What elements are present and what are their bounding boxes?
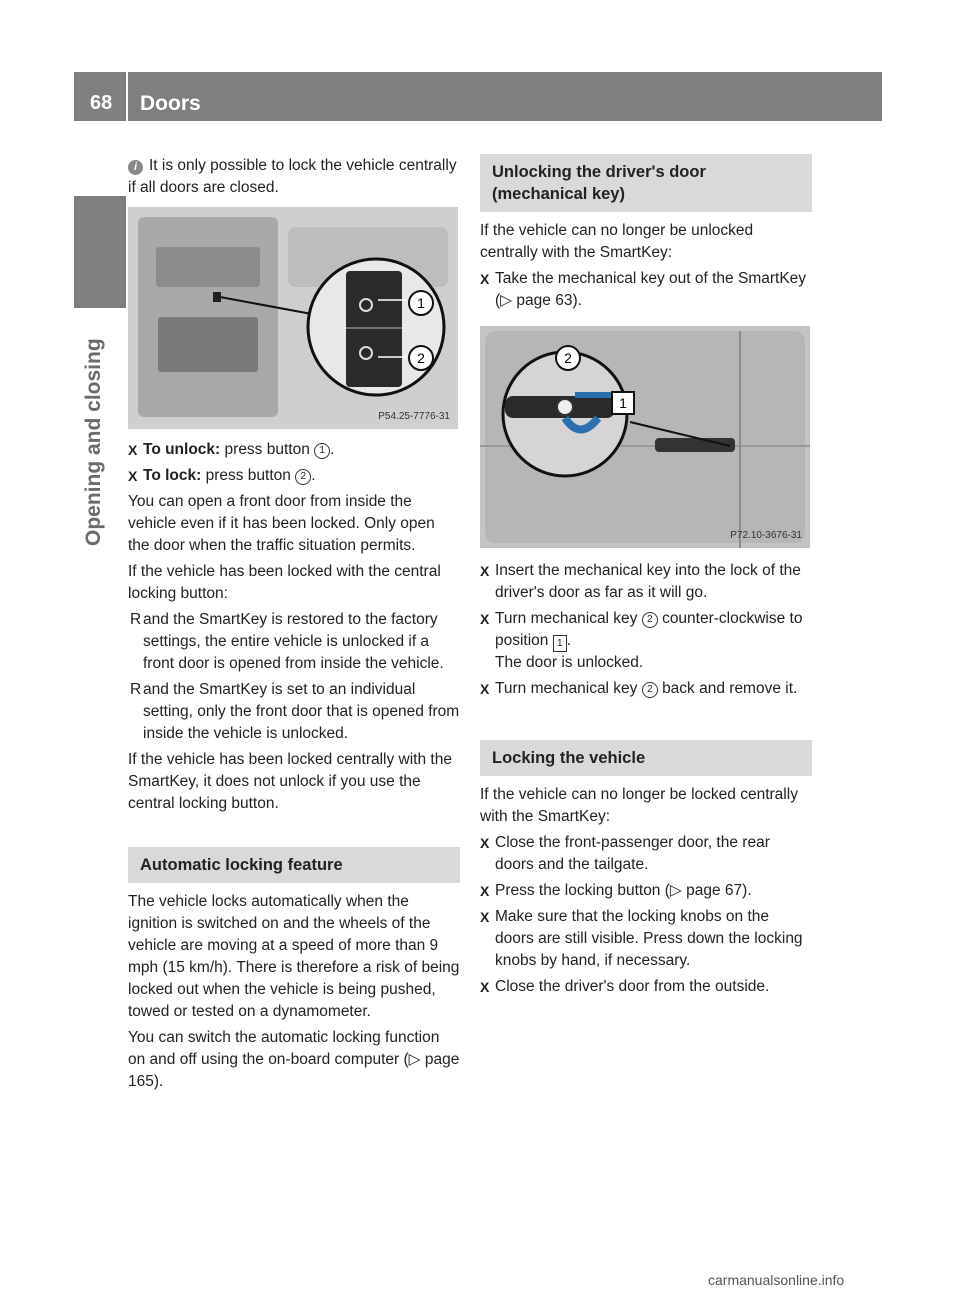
list-item-text: and the SmartKey is restored to the factory settings, the entire vehicle is unlocked if a front door is opened from inside the vehicle. bbox=[143, 611, 444, 672]
circle-2-symbol: 2 bbox=[642, 682, 658, 698]
right-column bbox=[480, 154, 812, 1002]
lock-label: To lock: bbox=[143, 467, 202, 484]
figure-center-console bbox=[128, 207, 458, 429]
figure-door-lock bbox=[480, 326, 810, 548]
lock-step: X To lock: press button 2 . bbox=[128, 465, 460, 487]
bullet-symbol: R bbox=[130, 681, 142, 698]
sidebar-chapter-label: Opening and closing bbox=[82, 338, 105, 546]
sidebar-tab bbox=[74, 196, 126, 308]
text: Turn mechanical key bbox=[495, 610, 638, 627]
paragraph: If the vehicle can no longer be unlocked centrally with the SmartKey: bbox=[480, 222, 754, 261]
paragraph: If the vehicle has been locked with the central locking button: bbox=[128, 563, 441, 602]
step: X Make sure that the locking knobs on the doors are still visible. Press down the locking knobs by hand, if necessary. bbox=[480, 906, 812, 972]
callout-1: 1 bbox=[619, 395, 627, 411]
bullet-symbol: R bbox=[130, 611, 142, 628]
list-item bbox=[128, 679, 460, 745]
unlock-label: To unlock: bbox=[143, 441, 221, 458]
paragraph: If the vehicle can no longer be locked centrally with the SmartKey: bbox=[480, 786, 798, 825]
figure-code: P54.25-7776-31 bbox=[378, 411, 450, 422]
text: ). bbox=[572, 292, 582, 309]
info-note bbox=[128, 155, 460, 199]
section-heading: Automatic locking feature bbox=[128, 847, 460, 883]
text: Press the locking button ( bbox=[495, 882, 670, 899]
step: X Close the front-passenger door, the rear doors and the tailgate. bbox=[480, 832, 812, 876]
text: You can switch the automatic locking function on and off using the on-board computer ( bbox=[128, 1029, 440, 1068]
section-heading: Unlocking the driver's door (mechanical key) bbox=[480, 154, 812, 212]
callout-1: 1 bbox=[417, 295, 425, 311]
section-header bbox=[128, 72, 882, 121]
unlock-text: press button bbox=[224, 441, 310, 458]
info-icon: i bbox=[128, 160, 143, 175]
step: X Insert the mechanical key into the lock of the driver's door as far as it will go. bbox=[480, 560, 812, 604]
page-ref[interactable]: page 165 bbox=[128, 1051, 460, 1090]
text: Turn mechanical key bbox=[495, 680, 638, 697]
step bbox=[480, 268, 812, 312]
callout-2: 2 bbox=[564, 350, 572, 366]
door-lock-illustration bbox=[480, 326, 810, 548]
paragraph bbox=[128, 1027, 460, 1093]
text: Take the mechanical key out of the SmartKey ( bbox=[495, 270, 807, 309]
text: counter-clockwise to position bbox=[495, 610, 803, 649]
step: X Close the driver's door from the outside. bbox=[480, 976, 812, 998]
center-console-illustration bbox=[128, 207, 458, 429]
callout-2: 2 bbox=[417, 350, 425, 366]
info-note-text: It is only possible to lock the vehicle centrally if all doors are closed. bbox=[128, 157, 457, 196]
circle-2-symbol: 2 bbox=[295, 469, 311, 485]
page-ref[interactable]: page 63 bbox=[516, 292, 573, 309]
text: back and remove it. bbox=[662, 680, 798, 697]
page-ref-arrow-icon: ▷ bbox=[408, 1051, 421, 1068]
figure-code: P72.10-3676-31 bbox=[730, 530, 802, 541]
section-title: Doors bbox=[140, 92, 201, 115]
page-ref[interactable]: page 67 bbox=[686, 882, 743, 899]
square-1-symbol: 1 bbox=[553, 635, 567, 652]
page-number: 68 bbox=[90, 92, 113, 114]
page-ref-arrow-icon: ▷ bbox=[669, 882, 682, 899]
circle-2-symbol: 2 bbox=[642, 612, 658, 628]
lock-text: press button bbox=[205, 467, 291, 484]
list-item-text: and the SmartKey is set to an individual setting, only the front door that is opened from inside the vehicle is unlocked. bbox=[143, 681, 460, 742]
paragraph: If the vehicle has been locked centrally with the SmartKey, it does not unlock if you use the central locking button. bbox=[128, 751, 452, 812]
page-ref-arrow-icon: ▷ bbox=[500, 292, 513, 309]
section-heading: Locking the vehicle bbox=[480, 740, 812, 776]
text: ). bbox=[153, 1073, 164, 1090]
circle-1-symbol: 1 bbox=[314, 443, 330, 459]
list-item bbox=[128, 609, 460, 675]
left-column bbox=[128, 155, 460, 1097]
text: The door is unlocked. bbox=[495, 654, 644, 671]
paragraph: You can open a front door from inside the vehicle even if it has been locked. Only open the door when the traffic situation permits. bbox=[128, 493, 435, 554]
text: ). bbox=[742, 882, 752, 899]
step bbox=[480, 678, 812, 700]
page-number-box bbox=[74, 72, 126, 121]
step: X Turn mechanical key 2 counter-clockwise to position 1 . The door is unlocked. bbox=[480, 608, 812, 674]
unlock-step: X To unlock: press button 1 . bbox=[128, 439, 460, 461]
step bbox=[480, 880, 812, 902]
watermark[interactable]: carmanualsonline.info bbox=[708, 1272, 845, 1288]
paragraph: The vehicle locks automatically when the ignition is switched on and the wheels of the vehicle are moving at a speed of more than 9 mph (15 km/h). There is therefore a risk of being locked out when the vehicle is being pushed, towed or tested on a dynamometer. bbox=[128, 893, 460, 1020]
